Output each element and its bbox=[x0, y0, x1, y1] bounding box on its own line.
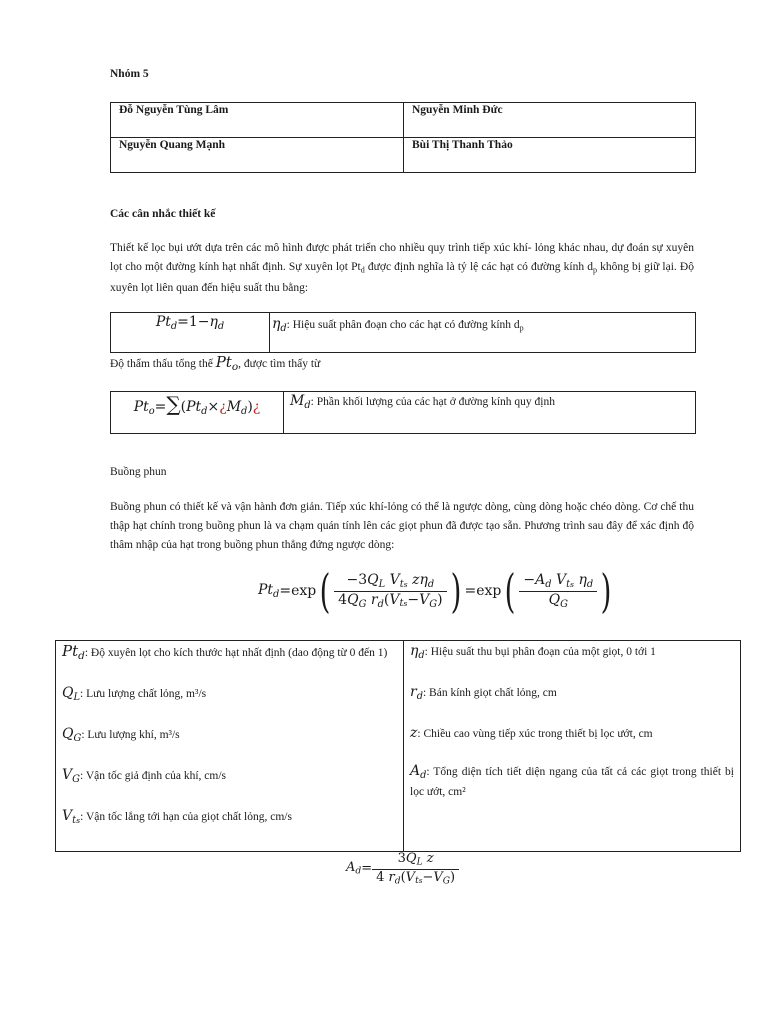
droplet-area-equation: $A_d=$ $\frac{3Q_L z}{4 r_d(V_{ts}-V_G)}$ bbox=[346, 852, 459, 886]
paragraph-text: không bị giữ lại. Độ xuyên lọt liên quan đến hiệu suất thu bằng: bbox=[110, 261, 694, 295]
subscript: p bbox=[519, 323, 524, 333]
equation-description-cell: $\eta_d$: Hiệu suất phân đoạn cho các hạt có đường kính $d_p$ bbox=[270, 313, 696, 353]
design-paragraph bbox=[110, 239, 694, 298]
equation-cell bbox=[111, 313, 270, 353]
design-heading: Các cân nhắc thiết kế bbox=[110, 208, 216, 220]
table-row bbox=[111, 392, 696, 434]
spray-chamber-equation: $Pt_d=\exp$( $\frac{-3Q_L V_{ts} z\eta_d}{4Q_G r_d(V_{ts}-V_G)}$ ) =exp( $\frac{-A_d V_{ts} \eta_d}{Q_G}$ ) bbox=[258, 564, 612, 618]
member-name: Đỗ Nguyễn Tùng Lâm bbox=[119, 104, 229, 116]
mass-fraction-description: : Phần khối lượng của các hạt ở đường kính quy định bbox=[310, 396, 556, 408]
equation-cell bbox=[111, 392, 284, 434]
member-name: Nguyễn Minh Đức bbox=[412, 104, 503, 116]
sentence-text: Độ thẩm thấu tổng thế bbox=[110, 358, 216, 370]
variables-right-cell bbox=[404, 641, 741, 852]
member-cell bbox=[111, 103, 404, 138]
equation-description-cell: $M_d$: Phần khối lượng của các hạt ở đường kính quy định bbox=[284, 392, 696, 434]
table-row bbox=[111, 103, 696, 138]
variable-item: $r_d$: Bán kính giọt chất lỏng, cm bbox=[410, 683, 557, 702]
variables-left-cell bbox=[56, 641, 404, 852]
variable-item: $Pt_d$: Độ xuyên lọt cho kích thước hạt nhất định (dao động từ 0 đến 1) bbox=[62, 642, 388, 663]
penetration-equation: $Pt_d=1-\eta_d$ bbox=[155, 314, 225, 332]
group-title: Nhóm 5 bbox=[110, 68, 149, 80]
variable-item: $Q_L$: Lưu lượng chất lỏng, m³/s bbox=[62, 685, 207, 704]
variable-item: $Q_G$: Lưu lượng khí, m³/s bbox=[62, 726, 180, 745]
member-name: Bùi Thị Thanh Thảo bbox=[412, 139, 513, 151]
eta-description: : Hiệu suất phân đoạn cho các hạt có đường kính d bbox=[286, 319, 520, 331]
table-row bbox=[111, 138, 696, 173]
variable-item: z: Chiều cao vùng tiếp xúc trong thiết bị lọc ướt, cm bbox=[410, 724, 653, 741]
variable-item: $A_d$: Tổng diện tích tiết diện ngang của tất cả các giọt trong thiết bị lọc ướt, cm² bbox=[410, 762, 734, 798]
variable-item: $\eta_d$: Hiệu suất thu bụi phân đoạn của một giọt, 0 tới 1 bbox=[410, 643, 656, 661]
subscript: d bbox=[360, 265, 365, 275]
penetration-equation-table bbox=[110, 312, 696, 353]
total-penetration-equation: $Pt_o=\sum(Pt_d\times¿M_d)¿$ bbox=[133, 392, 261, 417]
total-penetration-text: Độ thẩm thấu tổng thế $Pt_o$, được tìm thấy từ bbox=[110, 353, 321, 374]
spray-heading: Buồng phun bbox=[110, 466, 167, 478]
member-cell bbox=[404, 138, 696, 173]
members-table bbox=[110, 102, 696, 173]
member-cell bbox=[111, 138, 404, 173]
member-cell bbox=[404, 103, 696, 138]
table-row bbox=[56, 641, 741, 852]
paragraph-text: được định nghĩa là tỷ lệ các hạt có đường kính d bbox=[364, 261, 593, 273]
member-name: Nguyễn Quang Mạnh bbox=[119, 139, 226, 151]
variable-item: $V_{ts}$: Vận tốc lắng tới hạn của giọt chất lỏng, cm/s bbox=[62, 807, 292, 826]
spray-paragraph: Buồng phun có thiết kế và vận hành đơn giản. Tiếp xúc khí-lỏng có thể là ngược dòng, cùng dòng hoặc chéo dòng. Cơ chế thu thập hạt chính trong buồng phun là va chạm quán tính lên các giọt phun đã được tạo sẵn. Phương trình sau đây để xác định độ thâm nhập của hạt trong buồng phun thẳng đứng ngược dòng: bbox=[110, 501, 694, 551]
total-penetration-table bbox=[110, 391, 696, 434]
subscript: p bbox=[593, 265, 598, 275]
variable-item: $V_G$: Vận tốc giả định của khí, cm/s bbox=[62, 767, 227, 785]
paragraph-text: Thiết kế lọc bụi ướt dựa trên các mô hình được phát triển cho nhiều quy trình tiếp xúc khí- lỏng khác nhau, dự đoán sự xuyên lọt cho một đường kính hạt nhất định. Sự xuyên lọt Pt bbox=[110, 242, 694, 273]
variables-table bbox=[55, 640, 741, 852]
sentence-text: , được tìm thấy từ bbox=[238, 358, 321, 370]
table-row bbox=[111, 313, 696, 353]
